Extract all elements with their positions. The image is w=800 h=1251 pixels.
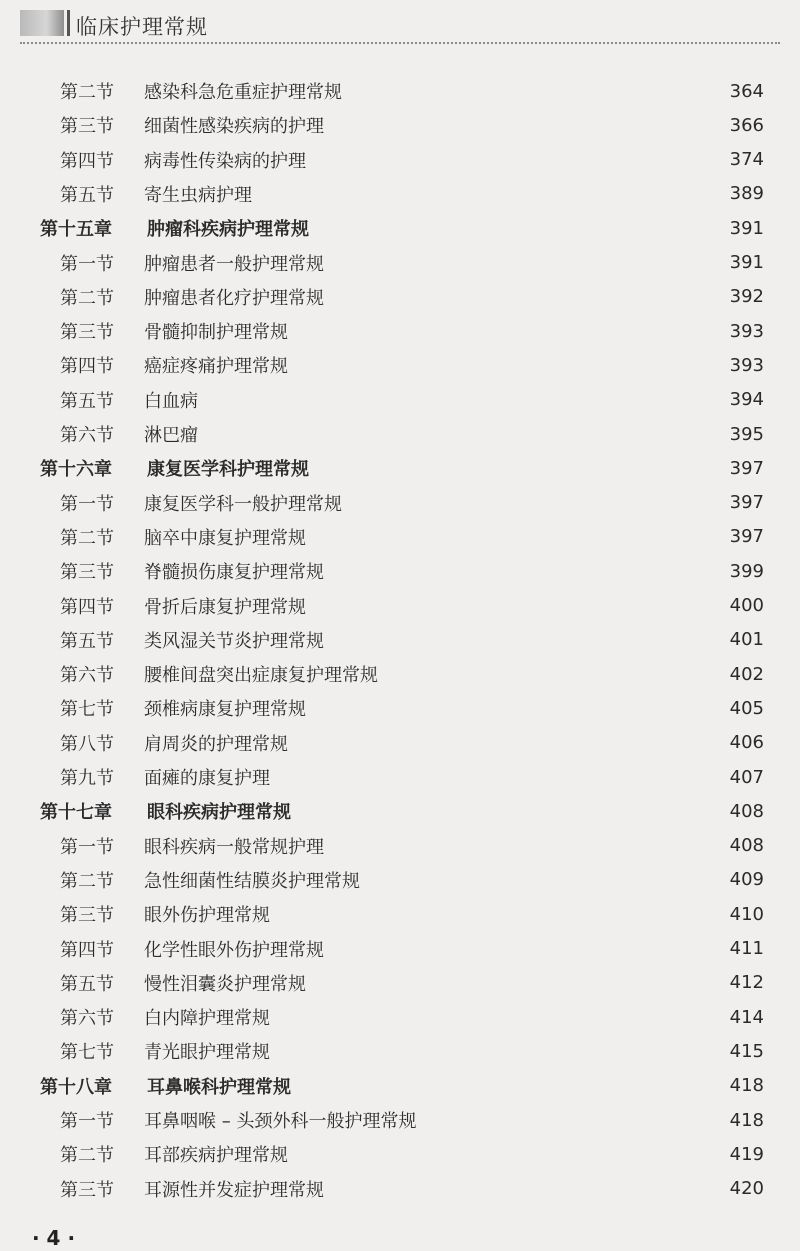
dot-leader: [426, 1111, 700, 1129]
page-ref: 393: [729, 354, 764, 376]
section-title: 骨折后康复护理常规: [144, 596, 306, 618]
dot-leader: [334, 940, 700, 958]
dot-leader: [316, 597, 700, 615]
page-ref: 397: [729, 492, 764, 514]
page-ref: 414: [729, 1006, 764, 1028]
section-number: 第一节: [60, 493, 114, 515]
toc-section-row: [0, 280, 800, 314]
page-ref: 364: [729, 80, 764, 102]
dot-leader: [316, 151, 700, 169]
section-title: 肩周炎的护理常规: [144, 733, 288, 755]
section-number: 第五节: [60, 390, 114, 412]
section-number: 第八节: [60, 733, 114, 755]
section-title: 寄生虫病护理: [144, 184, 252, 206]
toc-section-row: [0, 966, 800, 1000]
toc-section-row: [0, 932, 800, 966]
page-ref: 405: [729, 697, 764, 719]
toc-chapter-row: [0, 211, 800, 245]
chapter-title: 肿瘤科疾病护理常规: [147, 219, 309, 241]
toc-section-row: [0, 143, 800, 177]
page-ref: 392: [729, 286, 764, 308]
section-number: 第七节: [60, 1042, 114, 1064]
toc-chapter-row: [0, 794, 800, 828]
page-ref: 397: [729, 457, 764, 479]
toc-section-row: [0, 726, 800, 760]
toc-section-row: [0, 657, 800, 691]
page-ref: 415: [729, 1040, 764, 1062]
page-ref: 420: [729, 1178, 764, 1200]
page-ref: 406: [729, 732, 764, 754]
page-ref: 395: [729, 423, 764, 445]
toc-section-row: [0, 589, 800, 623]
page-ref: 402: [729, 663, 764, 685]
toc-section-row: [0, 554, 800, 588]
dot-leader: [280, 905, 700, 923]
toc-section-row: [0, 897, 800, 931]
section-title: 康复医学科一般护理常规: [144, 493, 342, 515]
section-title: 腰椎间盘突出症康复护理常规: [144, 665, 378, 687]
section-title: 耳源性并发症护理常规: [144, 1179, 324, 1201]
page-ref: 412: [729, 972, 764, 994]
toc-section-row: [0, 863, 800, 897]
page-ref: 366: [729, 114, 764, 136]
dot-leader: [280, 1008, 700, 1026]
dot-leader: [262, 185, 700, 203]
toc-section-row: [0, 486, 800, 520]
page-ref: 394: [729, 389, 764, 411]
dot-leader: [334, 116, 700, 134]
page-ref: 374: [729, 149, 764, 171]
toc-section-row: [0, 1172, 800, 1206]
section-title: 癌症疼痛护理常规: [144, 356, 288, 378]
dot-leader: [301, 802, 700, 820]
dot-leader: [334, 631, 700, 649]
dot-leader: [352, 82, 700, 100]
toc-section-row: [0, 829, 800, 863]
dot-leader: [370, 871, 700, 889]
dot-leader: [298, 734, 700, 752]
dot-leader: [334, 288, 700, 306]
chapter-number: 第十八章: [40, 1076, 112, 1098]
page-ref: 391: [729, 252, 764, 273]
section-number: 第六节: [60, 425, 114, 446]
section-title: 骨髓抑制护理常规: [144, 322, 288, 344]
section-title: 类风湿关节炎护理常规: [144, 630, 324, 652]
chapter-title: 眼科疾病护理常规: [147, 802, 291, 824]
toc-section-row: [0, 314, 800, 348]
chapter-number: 第十七章: [40, 802, 112, 824]
toc-chapter-row: [0, 1069, 800, 1103]
dot-leader: [208, 425, 700, 443]
dot-leader: [388, 665, 700, 683]
toc-section-row: [0, 348, 800, 382]
page-ref: 393: [729, 320, 764, 342]
section-title: 淋巴瘤: [144, 425, 198, 446]
page-ref: 408: [729, 835, 764, 857]
page-ref: 391: [729, 217, 764, 239]
header-title: 临床护理常规: [76, 15, 208, 39]
section-number: 第四节: [60, 356, 114, 378]
section-number: 第五节: [60, 630, 114, 652]
section-title: 眼科疾病一般常规护理: [144, 836, 324, 858]
section-number: 第二节: [60, 1145, 114, 1167]
toc-section-row: [0, 623, 800, 657]
section-number: 第四节: [60, 596, 114, 618]
page-number: · 4 ·: [32, 1226, 76, 1250]
section-title: 白内障护理常规: [144, 1008, 270, 1030]
section-title: 脑卒中康复护理常规: [144, 527, 306, 549]
dot-leader: [301, 1077, 700, 1095]
section-title: 脊髓损伤康复护理常规: [144, 562, 324, 584]
section-number: 第六节: [60, 1008, 114, 1030]
section-title: 细菌性感染疾病的护理: [144, 116, 324, 138]
section-number: 第四节: [60, 150, 114, 172]
page-ref: 401: [729, 629, 764, 651]
dot-leader: [334, 837, 700, 855]
toc-section-row: [0, 520, 800, 554]
running-header: [20, 8, 780, 44]
page-ref: 389: [729, 183, 764, 205]
page-ref: 411: [729, 938, 764, 959]
dot-leader: [319, 459, 700, 477]
header-decoration: [20, 10, 64, 36]
toc-section-row: [0, 246, 800, 280]
section-title: 白血病: [144, 390, 198, 412]
section-number: 第四节: [60, 939, 114, 961]
section-title: 感染科急危重症护理常规: [144, 82, 342, 103]
section-title: 眼外伤护理常规: [144, 905, 270, 927]
page-ref: 409: [729, 869, 764, 891]
section-number: 第三节: [60, 322, 114, 344]
page-ref: 400: [729, 595, 764, 616]
toc-section-row: [0, 177, 800, 211]
section-title: 颈椎病康复护理常规: [144, 699, 306, 721]
dot-leader: [298, 1145, 700, 1163]
toc-section-row: [0, 1034, 800, 1068]
dot-leader: [319, 219, 700, 237]
section-number: 第九节: [60, 768, 114, 789]
chapter-title: 康复医学科护理常规: [147, 459, 309, 481]
dot-leader: [334, 1180, 700, 1198]
section-number: 第一节: [60, 1111, 114, 1132]
toc-section-row: [0, 108, 800, 142]
section-title: 耳部疾病护理常规: [144, 1145, 288, 1167]
toc-section-row: [0, 74, 800, 108]
chapter-number: 第十六章: [40, 459, 112, 481]
section-number: 第二节: [60, 82, 114, 103]
page-ref: 408: [729, 800, 764, 822]
page-ref: 407: [729, 766, 764, 788]
section-number: 第一节: [60, 836, 114, 858]
section-title: 面瘫的康复护理: [144, 768, 270, 789]
toc-section-row: [0, 1000, 800, 1034]
toc-section-row: [0, 1137, 800, 1171]
toc-section-row: [0, 1103, 800, 1137]
section-title: 耳鼻咽喉 – 头颈外科一般护理常规: [144, 1111, 417, 1132]
section-title: 病毒性传染病的护理: [144, 150, 306, 172]
chapter-title: 耳鼻喉科护理常规: [147, 1076, 291, 1098]
dot-leader: [298, 322, 700, 340]
page-ref: 397: [729, 526, 764, 548]
section-title: 慢性泪囊炎护理常规: [144, 973, 306, 995]
section-number: 第三节: [60, 562, 114, 584]
section-number: 第六节: [60, 665, 114, 687]
dot-leader: [280, 768, 700, 786]
section-number: 第三节: [60, 1179, 114, 1201]
section-number: 第五节: [60, 184, 114, 206]
section-number: 第三节: [60, 116, 114, 138]
section-title: 急性细菌性结膜炎护理常规: [144, 870, 360, 892]
dot-leader: [352, 494, 700, 512]
section-number: 第一节: [60, 253, 114, 275]
page-ref: 410: [729, 903, 764, 925]
section-number: 第二节: [60, 870, 114, 892]
dot-leader: [208, 391, 700, 409]
toc-section-row: [0, 383, 800, 417]
section-number: 第七节: [60, 699, 114, 721]
section-title: 肿瘤患者一般护理常规: [144, 253, 324, 275]
toc-section-row: [0, 760, 800, 794]
section-number: 第二节: [60, 287, 114, 309]
section-number: 第五节: [60, 973, 114, 995]
dot-leader: [316, 974, 700, 992]
dot-leader: [316, 528, 700, 546]
page-ref: 418: [729, 1075, 764, 1097]
section-number: 第二节: [60, 527, 114, 549]
toc-section-row: [0, 417, 800, 451]
chapter-number: 第十五章: [40, 219, 112, 241]
toc-section-row: [0, 691, 800, 725]
dot-leader: [316, 699, 700, 717]
dot-leader: [298, 356, 700, 374]
page-ref: 418: [729, 1109, 764, 1131]
dot-leader: [334, 254, 700, 272]
dot-leader: [280, 1042, 700, 1060]
toc-chapter-row: [0, 451, 800, 485]
section-title: 化学性眼外伤护理常规: [144, 939, 324, 961]
section-title: 肿瘤患者化疗护理常规: [144, 287, 324, 309]
section-title: 青光眼护理常规: [144, 1042, 270, 1064]
dot-leader: [334, 562, 700, 580]
page-ref: 419: [729, 1143, 764, 1165]
section-number: 第三节: [60, 905, 114, 927]
page-ref: 399: [729, 560, 764, 582]
